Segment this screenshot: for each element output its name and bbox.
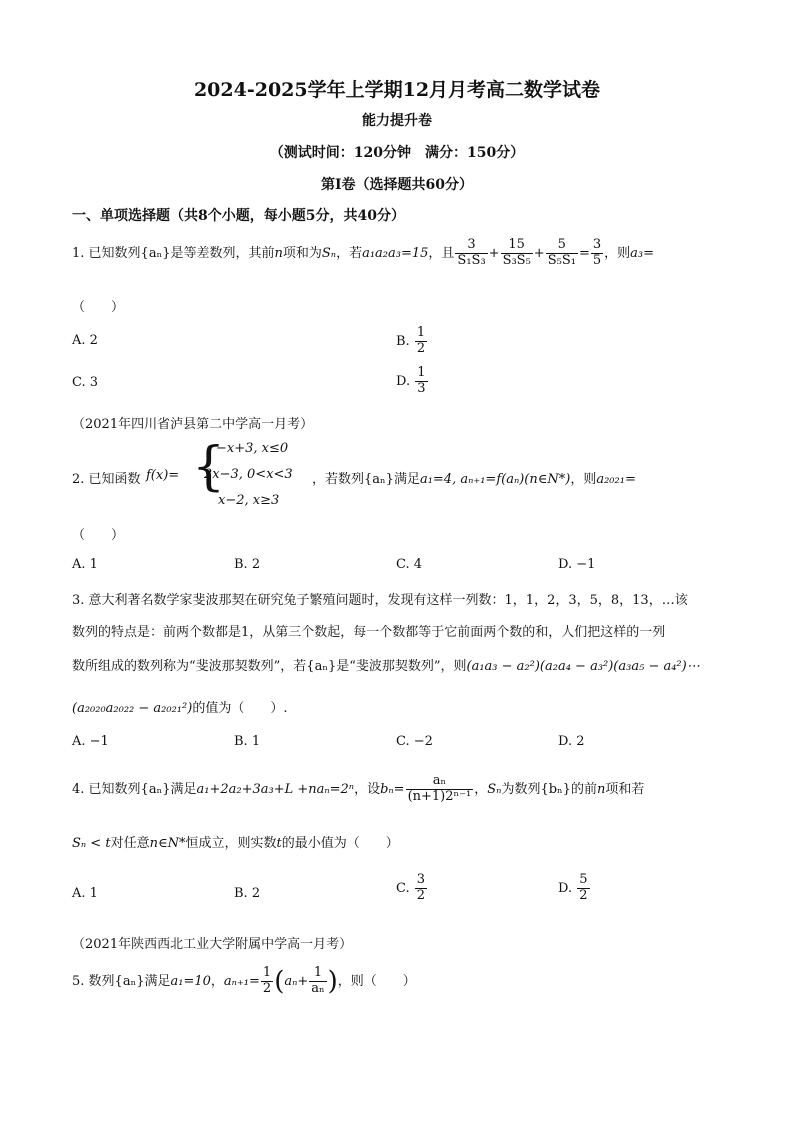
- q2-brace-icon: {: [192, 437, 226, 497]
- q1-stem-f: ，则: [604, 245, 631, 261]
- q4-stem-a: 4. 已知数列: [72, 781, 141, 797]
- q1-frac-3-num: 5: [546, 238, 578, 254]
- q1-stem: 1. 已知数列: [72, 245, 141, 261]
- q5-cond-1: a₁=10: [170, 973, 211, 989]
- q1-paren: （ ）: [72, 300, 125, 315]
- q5-stem-a: 5. 数列: [72, 973, 115, 989]
- q1-option-b-label: B.: [396, 333, 410, 349]
- q1-stem-e: ，且: [428, 245, 455, 261]
- q4-cond: a₁+2a₂+3a₃+L +naₙ=2ⁿ: [196, 781, 355, 797]
- q2-case-2: [204, 462, 293, 488]
- q5-inv-num: 1: [309, 966, 326, 982]
- q4-stem-f: 的前: [570, 781, 597, 797]
- q1-n: n: [274, 245, 283, 261]
- q4-bn-num: aₙ: [406, 774, 474, 790]
- q2-stem-d: ，则: [570, 472, 597, 487]
- q3-line-2: 数列的特点是：前两个数都是1，从第三个数起，每一个数都等于它前面两个数的和，人们把这样的一列: [72, 625, 666, 640]
- q4-line-2b: 对任意: [110, 836, 150, 851]
- q1-option-b-num: 1: [416, 325, 426, 340]
- q4-bn-den: (n+1)2ⁿ⁻¹: [407, 788, 472, 804]
- q2-fx: [146, 468, 179, 483]
- q3-option-d[interactable]: D. 2: [558, 734, 585, 749]
- q3-line-4b: 的值为（ ）.: [192, 701, 288, 716]
- exam-subtitle: 能力提升卷: [362, 113, 432, 129]
- q1-stem-d: ，若: [336, 245, 363, 261]
- q5-left-paren: (: [274, 966, 285, 997]
- q5-inv-den: aₙ: [311, 980, 325, 996]
- q3-option-b[interactable]: B. 1: [234, 734, 261, 749]
- q4-line-2a: Sₙ < t: [72, 836, 111, 851]
- q1-frac-1-num: 3: [455, 238, 487, 254]
- q2-paren: （ ）: [72, 528, 125, 543]
- q4-option-d-den: 2: [579, 887, 588, 903]
- q4-stem-d: ，: [474, 781, 488, 797]
- exam-title: 2024-2025学年上学期12月月考高二数学试卷: [193, 79, 601, 101]
- q2-case-3-text: x−2, x≥3: [218, 493, 280, 508]
- q4-bn-frac: [406, 774, 474, 805]
- q3-option-a[interactable]: A. −1: [72, 734, 109, 749]
- q1-option-d-frac: [415, 366, 427, 397]
- q3-line-3b: 是“斐波那契数列”，则: [336, 659, 467, 674]
- q4-line-2c: n∈N*: [149, 836, 186, 851]
- q1-source: （2021年四川省泸县第二中学高一月考）: [72, 417, 314, 432]
- volume-heading: 第Ⅰ卷（选择题共60分）: [320, 177, 474, 193]
- q4-sn: Sₙ: [487, 781, 502, 797]
- q1-seq: {aₙ}: [140, 245, 171, 261]
- q4-option-d-label: D.: [558, 880, 573, 896]
- q1-option-b-frac: [415, 326, 427, 357]
- q4-seq-b: {bₙ}: [540, 781, 571, 797]
- q2-case-2-text: 2x−3, 0<x<3: [204, 467, 293, 482]
- q1-frac-3-den: S₅S₁: [547, 252, 576, 268]
- q3-option-c[interactable]: C. −2: [396, 734, 433, 749]
- q4-stem-b: 满足: [170, 781, 197, 797]
- q2-stem-b: ，若数列: [312, 472, 365, 487]
- q3-line-3a: 数所组成的数列称为“斐波那契数列”，若: [72, 659, 307, 674]
- q4-option-c-den: 2: [416, 887, 426, 903]
- q1-frac-3: [546, 238, 578, 269]
- q4-seq: {aₙ}: [140, 781, 171, 797]
- q4-line-2: [72, 832, 399, 851]
- exam-time-info: （测试时间：120分钟 满分：150分）: [269, 145, 525, 161]
- q1-target: a₃=: [630, 245, 654, 261]
- q4-t: t: [276, 836, 282, 851]
- q2-cond: a₁=4, aₙ₊₁=f(aₙ)(n∈N*): [419, 472, 571, 487]
- q3-expr-1: (a₁a₃ − a₂²)(a₂a₄ − a₃²)(a₃a₅ − a₄²)⋯: [466, 659, 700, 674]
- q1-option-d[interactable]: [396, 366, 429, 397]
- q1-frac-2: [501, 238, 533, 269]
- q2-stem-c: 满足: [393, 472, 420, 487]
- q1-frac-1: [455, 238, 487, 269]
- q4-bn: bₙ=: [380, 781, 405, 797]
- q2-fx-text: f(x)=: [146, 468, 180, 483]
- q2-stem-rest: [312, 468, 636, 487]
- q1-frac-2-num: 15: [501, 238, 533, 254]
- q3-seq: {aₙ}: [306, 659, 337, 674]
- q1-option-c[interactable]: C. 3: [72, 375, 99, 390]
- q1-plus-2: +: [533, 245, 545, 261]
- q1-frac-4: [591, 238, 603, 269]
- question-1: [72, 238, 722, 269]
- q4-stem-c: ，设: [354, 781, 381, 797]
- q4-option-d-num: 5: [579, 872, 588, 887]
- q2-case-1-text: −x+3, x≤0: [216, 441, 289, 456]
- q4-option-c-num: 3: [416, 872, 426, 887]
- q4-n: n: [596, 781, 606, 797]
- q1-eq: =: [578, 245, 590, 261]
- q3-line-3: [72, 655, 700, 674]
- q4-option-d-frac: [577, 873, 589, 904]
- q1-stem-c: 项和为: [282, 245, 322, 261]
- q1-cond: a₁a₂a₃=15: [362, 245, 429, 261]
- q5-lhs: aₙ₊₁=: [223, 973, 260, 989]
- q1-option-b[interactable]: [396, 326, 428, 357]
- q3-expr-2: (a₂₀₂₀a₂₀₂₂ − a₂₀₂₁²): [72, 701, 193, 716]
- q5-stem-c: ，则（ ）: [337, 973, 416, 989]
- q4-option-c-label: C.: [396, 880, 410, 896]
- q2-case-3: [218, 488, 279, 514]
- q2-seq: {aₙ}: [364, 472, 394, 487]
- q1-frac-2-den: S₃S₅: [502, 252, 531, 268]
- q1-frac-1-den: S₁S₃: [457, 252, 486, 268]
- q1-option-d-label: D.: [396, 373, 411, 389]
- q2-stem-a: 2. 已知函数: [72, 472, 141, 487]
- question-5: [72, 966, 416, 997]
- q3-line-1: 3. 意大利著名数学家斐波那契在研究兔子繁殖问题时，发现有这样一列数：1，1，2，3，5，8，13，…该: [72, 593, 688, 608]
- q4-option-c[interactable]: [396, 873, 428, 904]
- q2-option-d[interactable]: D. −1: [558, 557, 596, 572]
- q4-option-b[interactable]: B. 2: [234, 886, 261, 901]
- question-4: [72, 774, 644, 805]
- q2-target: a₂₀₂₁=: [596, 472, 636, 487]
- q4-line-2e: 的最小值为（ ）: [281, 836, 399, 851]
- q1-frac-4-den: 5: [592, 252, 602, 268]
- q4-option-a[interactable]: A. 1: [72, 886, 98, 901]
- q5-half-den: 2: [262, 980, 272, 996]
- q1-option-b-den: 2: [416, 340, 426, 356]
- q1-option-a[interactable]: A. 2: [72, 333, 98, 348]
- q5-inv-frac: [309, 966, 326, 997]
- q4-stem-g: 项和若: [605, 781, 645, 797]
- q1-sn: Sₙ: [321, 245, 337, 261]
- q5-an: aₙ+: [284, 973, 309, 989]
- q1-stem-b: 是等差数列，其前: [170, 245, 275, 261]
- q5-half-frac: [261, 966, 273, 997]
- q5-sep: ，: [210, 973, 224, 989]
- q2-option-a[interactable]: A. 1: [72, 557, 98, 572]
- section-heading: 一、单项选择题（共8个小题，每小题5分，共40分）: [72, 208, 405, 224]
- q2-case-1: [216, 436, 288, 462]
- q4-line-2d: 恒成立，则实数: [185, 836, 277, 851]
- q1-frac-4-num: 3: [592, 237, 602, 252]
- q2-option-c[interactable]: C. 4: [396, 557, 423, 572]
- q4-option-c-frac: [415, 873, 427, 904]
- q5-stem-b: 满足: [144, 973, 171, 989]
- q1-option-d-num: 1: [417, 365, 426, 380]
- q4-stem-e: 为数列: [501, 781, 541, 797]
- q2-option-b[interactable]: B. 2: [234, 557, 261, 572]
- q4-source: （2021年陕西西北工业大学附属中学高一月考）: [72, 937, 353, 952]
- q5-right-paren: ): [327, 966, 338, 997]
- q5-half-num: 1: [262, 965, 272, 980]
- q3-line-4: [72, 697, 287, 716]
- q1-plus-1: +: [488, 245, 500, 261]
- q1-option-d-den: 3: [417, 380, 426, 396]
- q5-seq: {aₙ}: [114, 973, 145, 989]
- q4-option-d[interactable]: [558, 873, 591, 904]
